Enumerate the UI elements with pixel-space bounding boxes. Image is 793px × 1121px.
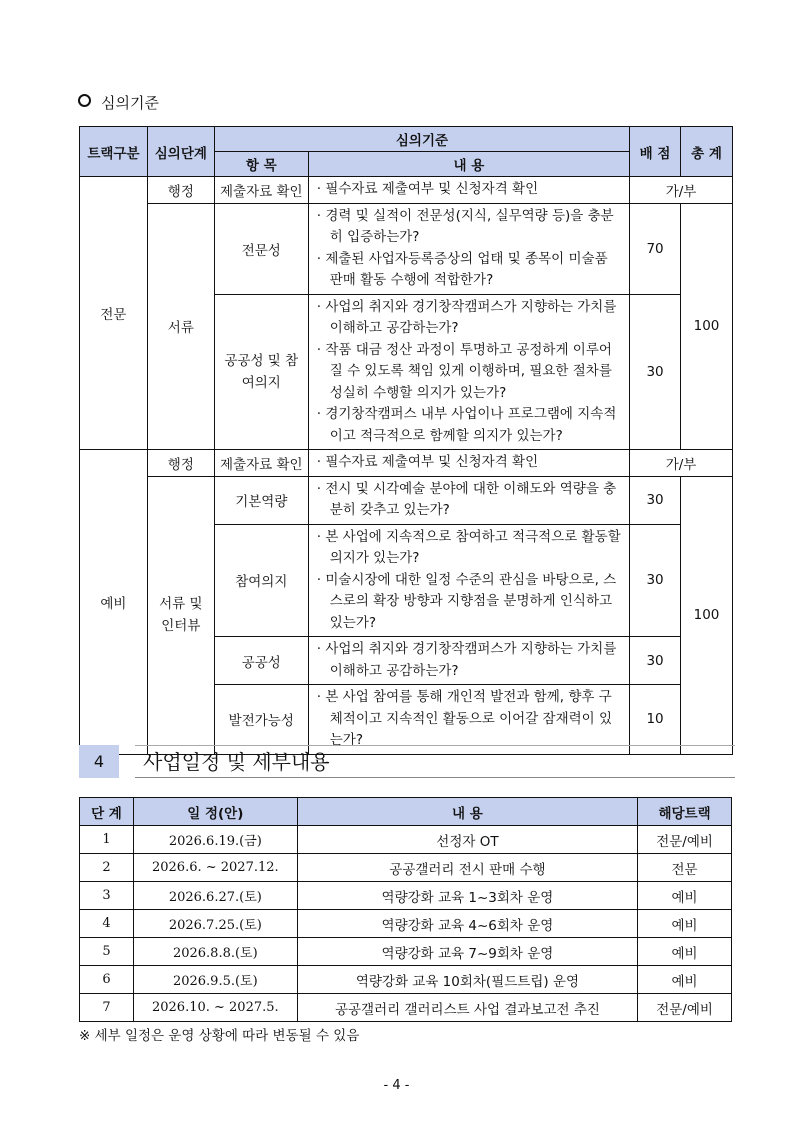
item-basic-capability: 기본역량 bbox=[214, 476, 308, 524]
circle-bullet-icon bbox=[78, 94, 91, 107]
step-cell: 6 bbox=[80, 966, 134, 994]
content-expertise bbox=[308, 203, 629, 294]
header-item: 항 목 bbox=[214, 152, 308, 177]
content-doc-check: · 필수자료 제출여부 및 신청자격 확인 bbox=[308, 177, 629, 204]
stage-admin: 행정 bbox=[147, 450, 214, 477]
bullet: · 제출된 사업자등록증상의 업태 및 종목이 미술품 판매 활동 수행에 적합한가? bbox=[316, 250, 608, 288]
bullet: · 사업의 취지와 경기창작캠퍼스가 지향하는 가치를 이해하고 공감하는가? bbox=[316, 298, 617, 336]
score-growth-potential: 10 bbox=[630, 685, 681, 755]
header-score: 배 점 bbox=[630, 127, 681, 177]
bullet: · 작품 대금 정산 과정이 투명하고 공정하게 이루어질 수 있도록 책임 있게 이행하며, 필요한 절차를 성실히 수행할 의지가 있는가? bbox=[316, 341, 612, 401]
item-publicness-will-label: 공공성 및 참여의지 bbox=[224, 352, 299, 391]
item-growth-potential: 발전가능성 bbox=[214, 685, 308, 755]
track-cell: 전문/예비 bbox=[638, 994, 732, 1022]
header-stage: 심의단계 bbox=[147, 127, 214, 177]
score-pass-fail: 가/부 bbox=[630, 177, 733, 204]
item-participation-will: 참여의지 bbox=[214, 524, 308, 637]
content-basic-capability bbox=[308, 476, 629, 524]
score-expertise: 70 bbox=[630, 203, 681, 294]
item-publicness-will bbox=[214, 294, 308, 450]
step-cell: 1 bbox=[80, 826, 134, 854]
track-cell: 전문/예비 bbox=[638, 826, 732, 854]
bullet: · 본 사업에 지속적으로 참여하고 적극적으로 활동할 의지가 있는가? bbox=[316, 528, 621, 566]
step-cell: 7 bbox=[80, 994, 134, 1022]
step-cell: 3 bbox=[80, 882, 134, 910]
bullet: · 미술시장에 대한 일정 수준의 관심을 바탕으로, 스스로의 확장 방향과 지향점을 분명하게 인식하고 있는가? bbox=[316, 571, 617, 631]
stage-document-interview bbox=[147, 476, 214, 754]
step-cell: 4 bbox=[80, 910, 134, 938]
bullet: · 전시 및 시각예술 분야에 대한 이해도와 역량을 충분히 갖추고 있는가? bbox=[316, 480, 617, 518]
header-content: 내 용 bbox=[297, 798, 637, 826]
header-criteria: 심의기준 bbox=[214, 127, 629, 152]
table-row bbox=[80, 938, 732, 966]
total-expert: 100 bbox=[681, 203, 733, 450]
content-cell: 선정자 OT bbox=[297, 826, 637, 854]
date-cell: 2026.9.5.(토) bbox=[133, 966, 297, 994]
page-number: - 4 - bbox=[383, 1078, 410, 1093]
content-cell: 역량강화 교육 10회차(필드트립) 운영 bbox=[297, 966, 637, 994]
step-cell: 2 bbox=[80, 854, 134, 882]
table-row bbox=[80, 910, 732, 938]
date-cell: 2026.6.19.(금) bbox=[133, 826, 297, 854]
table-row bbox=[80, 966, 732, 994]
stage-document-interview-label: 서류 및 인터뷰 bbox=[159, 596, 203, 634]
stage-admin: 행정 bbox=[147, 177, 214, 204]
section-number-box: 4 bbox=[79, 745, 119, 778]
item-doc-check: 제출자료 확인 bbox=[214, 177, 308, 204]
track-cell: 예비 bbox=[638, 966, 732, 994]
track-cell: 전문 bbox=[638, 854, 732, 882]
criteria-table bbox=[79, 126, 733, 755]
header-track: 해당트랙 bbox=[638, 798, 732, 826]
content-publicness-will bbox=[308, 294, 629, 450]
content-cell: 공공갤러리 갤러리스트 사업 결과보고전 추진 bbox=[297, 994, 637, 1022]
track-cell: 예비 bbox=[638, 910, 732, 938]
divider-line bbox=[135, 745, 735, 746]
content-doc-check: · 필수자료 제출여부 및 신청자격 확인 bbox=[308, 450, 629, 477]
table-row bbox=[80, 994, 732, 1022]
track-cell: 예비 bbox=[638, 938, 732, 966]
header-date: 일 정(안) bbox=[133, 798, 297, 826]
table-row bbox=[80, 826, 732, 854]
bullet: · 본 사업 참여를 통해 개인적 발전과 함께, 향후 구체적이고 지속적인 활동으로 이어갈 잠재력이 있는가? bbox=[316, 689, 613, 748]
date-cell: 2026.6. ~ 2027.12. bbox=[133, 854, 297, 882]
score-participation-will: 30 bbox=[630, 524, 681, 637]
item-expertise: 전문성 bbox=[214, 203, 308, 294]
section-heading bbox=[78, 93, 159, 113]
score-publicness: 30 bbox=[630, 637, 681, 685]
date-cell: 2026.7.25.(토) bbox=[133, 910, 297, 938]
date-cell: 2026.6.27.(토) bbox=[133, 882, 297, 910]
content-participation-will bbox=[308, 524, 629, 637]
section-heading-text: 심의기준 bbox=[101, 94, 159, 112]
header-total: 총 계 bbox=[681, 127, 733, 177]
score-pass-fail: 가/부 bbox=[630, 450, 733, 477]
content-cell: 역량강화 교육 7~9회차 운영 bbox=[297, 938, 637, 966]
content-growth-potential bbox=[308, 685, 629, 755]
schedule-table bbox=[79, 797, 732, 1022]
header-content: 내 용 bbox=[308, 152, 629, 177]
track-prelim: 예비 bbox=[80, 450, 148, 755]
date-cell: 2026.10. ~ 2027.5. bbox=[133, 994, 297, 1022]
score-basic-capability: 30 bbox=[630, 476, 681, 524]
stage-document: 서류 bbox=[147, 203, 214, 450]
bullet: · 사업의 취지와 경기창작캠퍼스가 지향하는 가치를 이해하고 공감하는가? bbox=[316, 641, 617, 679]
total-prelim: 100 bbox=[681, 476, 733, 754]
table-row bbox=[80, 882, 732, 910]
divider-line bbox=[135, 777, 735, 778]
content-cell: 역량강화 교육 1~3회차 운영 bbox=[297, 882, 637, 910]
content-cell: 공공갤러리 전시 판매 수행 bbox=[297, 854, 637, 882]
footnote: ※ 세부 일정은 운영 상황에 따라 변동될 수 있음 bbox=[79, 1028, 360, 1044]
item-doc-check: 제출자료 확인 bbox=[214, 450, 308, 477]
bullet: · 경기창작캠퍼스 내부 사업이나 프로그램에 지속적이고 적극적으로 함께할 의지가 있는가? bbox=[316, 406, 617, 444]
track-cell: 예비 bbox=[638, 882, 732, 910]
date-cell: 2026.8.8.(토) bbox=[133, 938, 297, 966]
schedule-section-title: 사업일정 및 세부내용 bbox=[143, 750, 330, 774]
bullet: · 경력 및 실적이 전문성(지식, 실무역량 등)을 충분히 입증하는가? bbox=[316, 207, 614, 245]
content-publicness bbox=[308, 637, 629, 685]
score-publicness-will: 30 bbox=[630, 294, 681, 450]
item-publicness: 공공성 bbox=[214, 637, 308, 685]
track-expert: 전문 bbox=[80, 177, 148, 450]
header-step: 단 계 bbox=[80, 798, 134, 826]
header-track: 트랙구분 bbox=[80, 127, 148, 177]
content-cell: 역량강화 교육 4~6회차 운영 bbox=[297, 910, 637, 938]
step-cell: 5 bbox=[80, 938, 134, 966]
table-row bbox=[80, 854, 732, 882]
